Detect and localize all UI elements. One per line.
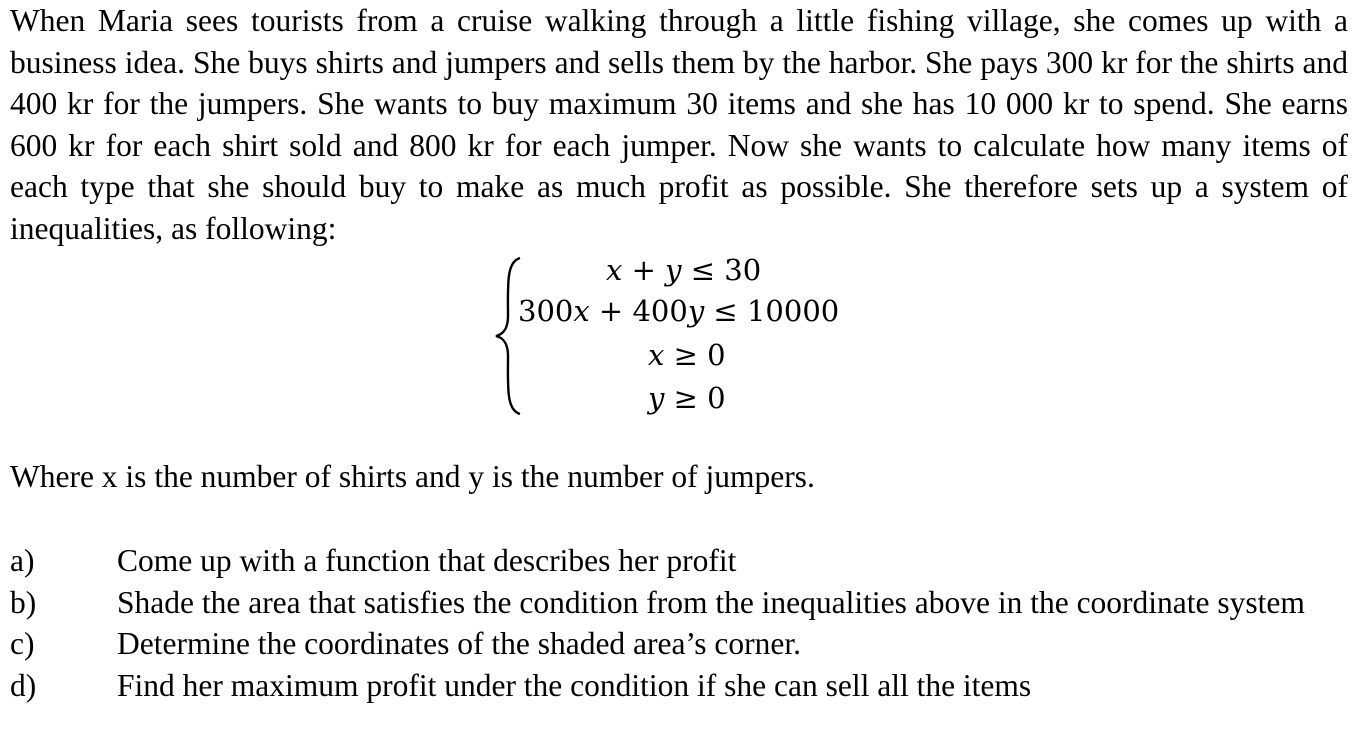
- question-letter: b): [10, 584, 37, 620]
- variable-definition: Where x is the number of shirts and y is the number of jumpers.: [10, 459, 815, 494]
- question-text: Shade the area that satisfies the condition from the inequalities above in the coordinate system: [117, 584, 1305, 620]
- eq3-relation: ≥: [664, 338, 708, 372]
- eq2-coef-x: 300: [518, 294, 574, 328]
- question-letter: d): [10, 667, 37, 703]
- question-letter: c): [10, 626, 35, 661]
- eq3-var-x: x: [648, 338, 665, 372]
- eq4-rhs: 0: [707, 381, 726, 415]
- problem-intro-paragraph: When Maria sees tourists from a cruise walking through a little fishing village, she comes up with a business idea. She buys shirts and jumpers and sells them by the harbor. She pays 300 kr for the shirts and 400 kr for the jumpers. She wants to buy maximum 30 items and she has 10 000 kr to spend. She earns 600 kr for each shirt sold and 800 kr for each jumper. Now she wants to calculate how many items of each type that she should buy to make as much profit as possible. She therefore sets up a system of inequalities, as following:: [10, 3, 1348, 246]
- eq3-rhs: 0: [707, 338, 726, 372]
- inequality-2: [518, 293, 839, 329]
- inequality-3: [648, 337, 726, 373]
- question-text: Find her maximum profit under the condition if she can sell all the items: [117, 667, 1032, 703]
- eq1-rhs: 30: [724, 253, 762, 287]
- eq2-plus: +: [589, 294, 633, 328]
- question-item-a: [10, 540, 1340, 582]
- eq2-var-y: y: [687, 294, 705, 328]
- eq1-var-x: x: [606, 253, 623, 287]
- inequality-1: [606, 252, 761, 288]
- left-brace-icon: [492, 256, 526, 416]
- question-letter: a): [10, 543, 35, 578]
- eq1-relation: ≤: [681, 253, 725, 287]
- question-item-d: [10, 665, 1340, 707]
- inequality-4: [648, 380, 726, 416]
- question-text: Come up with a function that describes her profit: [117, 543, 737, 578]
- eq4-relation: ≥: [664, 381, 708, 415]
- eq2-rhs: 10000: [746, 294, 840, 328]
- question-list: [10, 540, 1340, 706]
- eq2-relation: ≤: [704, 294, 747, 328]
- eq1-plus: +: [622, 253, 666, 287]
- eq1-var-y: y: [665, 253, 682, 287]
- eq2-coef-y: 400: [632, 294, 688, 328]
- eq4-var-y: y: [648, 381, 665, 415]
- eq2-var-x: x: [573, 294, 590, 328]
- question-item-b: [10, 582, 1340, 624]
- question-text: Determine the coordinates of the shaded area’s corner.: [117, 626, 801, 661]
- question-item-c: [10, 623, 1340, 665]
